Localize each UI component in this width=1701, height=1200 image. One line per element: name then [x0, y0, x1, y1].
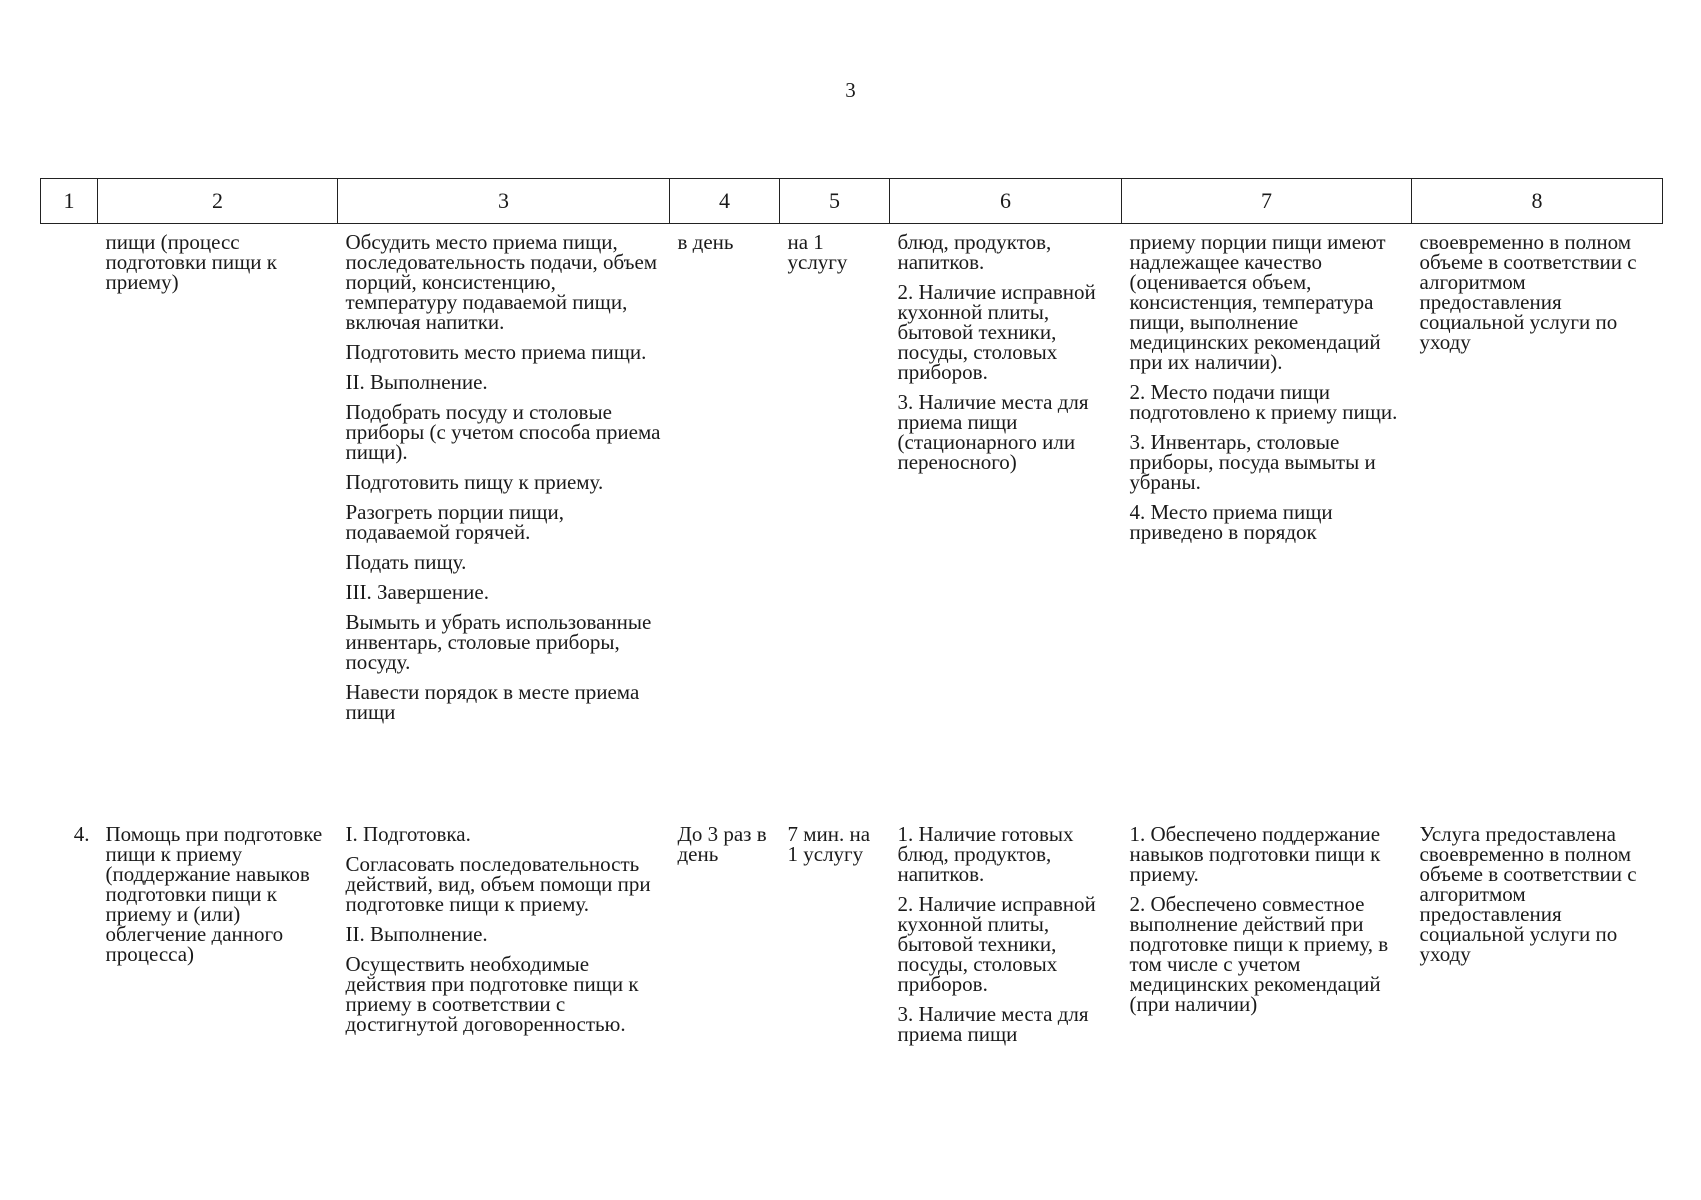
- action-step: II. Выполнение.: [345, 370, 488, 394]
- action-step: Осуществить необходимые действия при подготовке пищи к приему в соответствии с достигнутой договоренностью.: [345, 952, 639, 1036]
- result-item: 2. Обеспечено совместное выполнение действий при подготовке пищи к приему, в том числе с учетом медицинских рекомендаций (при наличии): [1129, 892, 1389, 1016]
- service-standards-table: [40, 178, 1663, 1048]
- service-name: Помощь при подготовке пищи к приему (поддержание навыков подготовки пищи к приему и (или) облегчение данного процесса): [105, 822, 323, 966]
- action-step: Вымыть и убрать использованные инвентарь, столовые приборы, посуду.: [345, 610, 652, 674]
- result-item: 2. Место подачи пищи подготовлено к приему пищи.: [1129, 380, 1398, 424]
- action-step: Подать пищу.: [345, 550, 467, 574]
- condition-item: 3. Наличие места для приема пищи (стационарного или переносного): [897, 390, 1089, 474]
- service-actions: [338, 796, 670, 1048]
- col-header-3: 3: [338, 179, 670, 224]
- service-quality: своевременно в полном объеме в соответствии с алгоритмом предоставления социальной услуги по уходу: [1419, 230, 1637, 354]
- action-step: Подготовить место приема пищи.: [345, 340, 647, 364]
- table-row: [41, 224, 1663, 797]
- service-duration: 7 мин. на 1 услугу: [787, 822, 871, 866]
- row-number: [41, 224, 98, 797]
- condition-item: 2. Наличие исправной кухонной плиты, бытовой техники, посуды, столовых приборов.: [897, 280, 1096, 384]
- condition-item: 2. Наличие исправной кухонной плиты, бытовой техники, посуды, столовых приборов.: [897, 892, 1096, 996]
- service-quality: Услуга предоставлена своевременно в полном объеме в соответствии с алгоритмом предоставления социальной услуги по уходу: [1419, 822, 1637, 966]
- col-header-4: 4: [670, 179, 780, 224]
- col-header-7: 7: [1122, 179, 1412, 224]
- result-item: приему порции пищи имеют надлежащее качество (оценивается объем, консистенция, температура пищи, выполнение медицинских рекомендаций при их наличии).: [1129, 230, 1386, 374]
- condition-item: блюд, продуктов, напитков.: [897, 230, 1052, 274]
- condition-item: 3. Наличие места для приема пищи: [897, 1002, 1089, 1046]
- service-conditions: [890, 224, 1122, 797]
- service-results: [1122, 796, 1412, 1048]
- action-step: Разогреть порции пищи, подаваемой горячей.: [345, 500, 564, 544]
- action-step: I. Подготовка.: [345, 822, 471, 846]
- header-row: [41, 179, 1663, 224]
- action-step: III. Завершение.: [345, 580, 489, 604]
- condition-item: 1. Наличие готовых блюд, продуктов, напитков.: [897, 822, 1074, 886]
- result-item: 3. Инвентарь, столовые приборы, посуда вымыты и убраны.: [1129, 430, 1376, 494]
- action-step: II. Выполнение.: [345, 922, 488, 946]
- col-header-6: 6: [890, 179, 1122, 224]
- service-frequency: в день: [677, 230, 734, 254]
- service-actions: [338, 224, 670, 797]
- service-frequency: До 3 раз в день: [677, 822, 767, 866]
- service-name: пищи (процесс подготовки пищи к приему): [105, 230, 277, 294]
- page-number: 3: [845, 78, 856, 102]
- service-conditions: [890, 796, 1122, 1048]
- action-step: Обсудить место приема пищи, последовательность подачи, объем порций, консистенцию, температуру подаваемой пищи, включая напитки.: [345, 230, 658, 334]
- result-item: 4. Место приема пищи приведено в порядок: [1129, 500, 1333, 544]
- col-header-1: 1: [41, 179, 98, 224]
- col-header-8: 8: [1412, 179, 1663, 224]
- action-step: Навести порядок в месте приема пищи: [345, 680, 640, 724]
- service-results: [1122, 224, 1412, 797]
- action-step: Подготовить пищу к приему.: [345, 470, 604, 494]
- result-item: 1. Обеспечено поддержание навыков подготовки пищи к приему.: [1129, 822, 1381, 886]
- action-step: Согласовать последовательность действий, вид, объем помощи при подготовке пищи к приему.: [345, 852, 651, 916]
- row-number: 4.: [73, 822, 90, 846]
- col-header-2: 2: [98, 179, 338, 224]
- action-step: Подобрать посуду и столовые приборы (с учетом способа приема пищи).: [345, 400, 661, 464]
- service-duration: на 1 услугу: [787, 230, 848, 274]
- table-row: [41, 796, 1663, 1048]
- col-header-5: 5: [780, 179, 890, 224]
